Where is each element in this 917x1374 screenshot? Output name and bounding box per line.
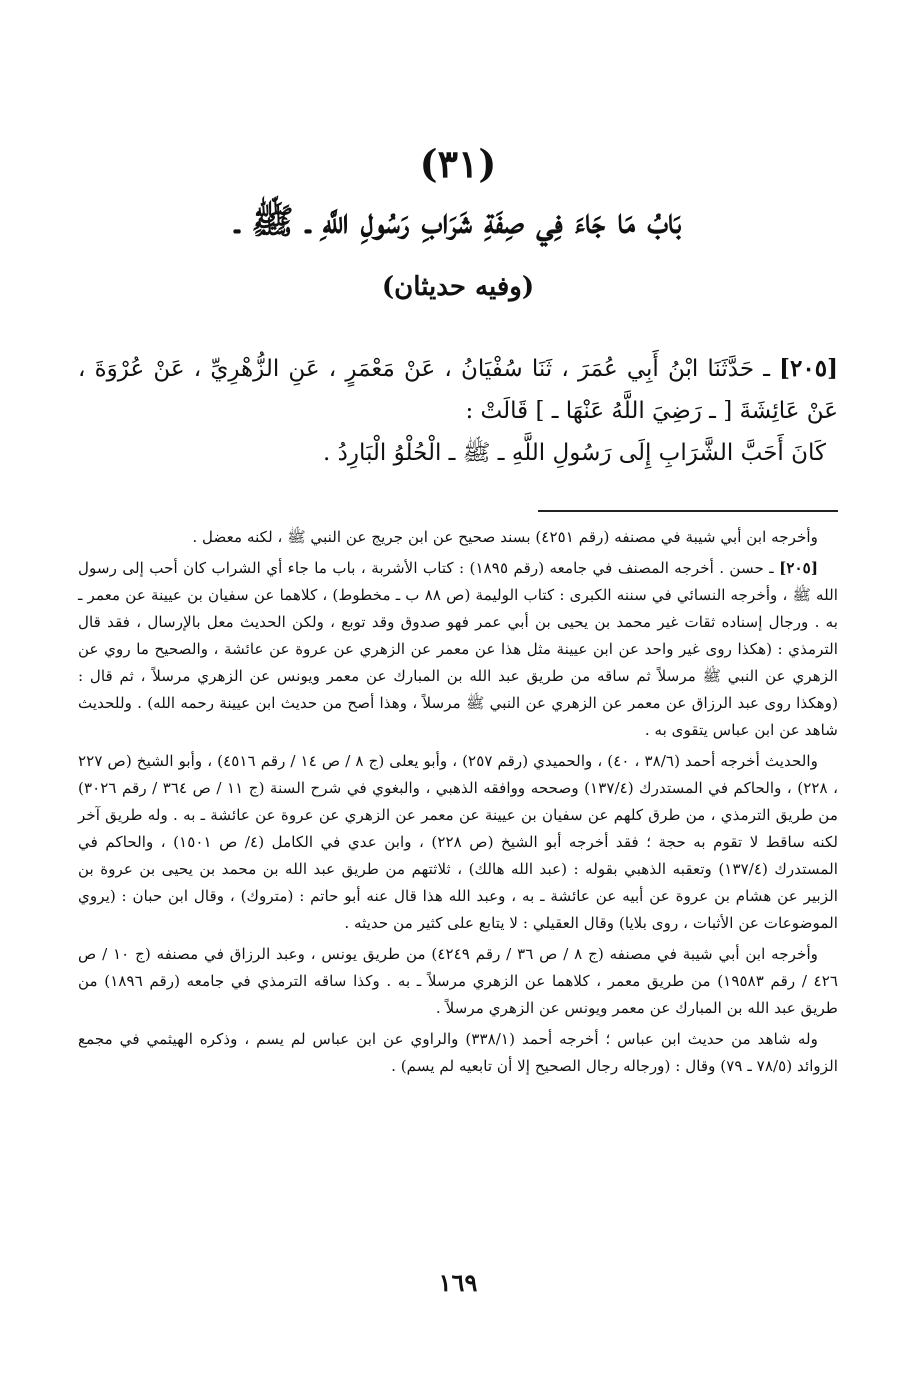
footnote-paragraph-4: وله شاهد من حديث ابن عباس ؛ أخرجه أحمد (٣٣٨/١) والراوي عن ابن عباس لم يسم ، وذكره الهيثمي في مجمع الزوائد (٧٨/٥ ـ ٧٩) وقال : (ورجاله رجال الصحيح إلا أن تابعيه لم يسم) . [78, 1030, 838, 1075]
hadith-number: [٢٠٥] [779, 355, 838, 382]
footnote-takhrij-number: [٢٠٥] [779, 559, 819, 577]
footnote-takhrij [78, 555, 838, 744]
hadith-matn: كَانَ أَحَبَّ الشَّرَابِ إِلَى رَسُولِ اللَّهِ ـ ﷺ ـ الْحُلْوُ الْبَارِدُ . [322, 440, 826, 466]
footnote-carryover: وأخرجه ابن أبي شيبة في مصنفه (رقم ٤٢٥١) بسند صحيح عن ابن جريج عن النبي ﷺ ، لكنه معضل . [192, 528, 818, 546]
hadith-isnad: ـ حَدَّثَنَا ابْنُ أَبِي عُمَرَ ، ثَنَا سُفْيَانُ ، عَنْ مَعْمَرٍ ، عَنِ الزُّهْرِيِّ ، عَنْ عُرْوَةَ ، عَنْ عَائِشَةَ [ ـ رَضِيَ اللَّهُ عَنْهَا ـ ] قَالَتْ : [78, 356, 838, 424]
footnote-paragraph-2: والحديث أخرجه أحمد (٣٨/٦ ، ٤٠) ، والحميدي (رقم ٢٥٧) ، وأبو يعلى (ج ٨ / ص ١٤ / رقم ٤٥١٦) ، وأبو الشيخ (ص ٢٢٧ ، ٢٢٨) ، والحاكم في المستدرك (١٣٧/٤) وصححه ووافقه الذهبي ، والبغوي في شرح السنة (ج ١١ / ص ٣٦٤ / رقم ٣٠٢٦) من طريق الترمذي ، من طرق كلهم عن سفيان بن عيينة عن معمر عن الزهري عن عروة عن عائشة ـ به . وله طريق آخر لكنه ساقط لا تقوم به حجة ؛ فقد أخرجه أبو الشيخ (ص ٢٢٨) ، وابن عدي في الكامل (٤/ ص ١٥٠١) ، والحاكم في المستدرك (١٣٧/٤) وتعقبه الذهبي بقوله : (عبد الله هالك) ، ثلاثتهم من طريق عبد الله بن محمد بن يحيى بن عروة بن الزبير عن هشام بن عروة عن أبيه عن عائشة ـ به ، وعبد الله هذا قال عنه أبو حاتم : (متروك) ، وقال ابن حبان : (يروي الموضوعات عن الأثبات ، روى بلايا) وقال العقيلي : لا يتابع على كثير من حديثه . [78, 752, 839, 932]
footnote-takhrij-text: ـ حسن . أخرجه المصنف في جامعه (رقم ١٨٩٥) : كتاب الأشربة ، باب ما جاء أي الشراب كان أحب إلى رسول الله ﷺ ، وأخرجه النسائي في سننه الكبرى : كتاب الوليمة (ص ٨٨ ب ـ مخطوط) ، كلاهما عن سفيان بن عيينة عن معمر ـ به . ورجال إسناده ثقات غير محمد بن يحيى بن أبي عمر فهو صدوق وقد توبع ، ولكن الحديث معل بالإرسال ، فقد قال الترمذي : (هكذا روى غير واحد عن ابن عيينة مثل هذا عن معمر عن الزهري عن عروة عن عائشة ، والصحيح ما روي عن الزهري عن النبي ﷺ مرسلاً ثم ساقه من طريق عبد الله بن المبارك عن معمر ويونس عن الزهري مرسلاً ، ثم قال : (وهكذا روى عبد الرزاق عن معمر عن الزهري عن النبي ﷺ مرسلاً ، وهذا أصح من حديث ابن عيينة رحمه الله) . وللحديث شاهد عن ابن عباس يتقوى به . [78, 559, 838, 739]
footnote-paragraph-3: وأخرجه ابن أبي شيبة في مصنفه (ج ٨ / ص ٣٦ / رقم ٤٢٤٩) من طريق يونس ، وعبد الرزاق في مصنفه (ج ١٠ / ص ٤٢٦ / رقم ١٩٥٨٣) من طريق معمر ، كلاهما عن الزهري مرسلاً ـ به . وكذا ساقه الترمذي في جامعه (رقم ١٨٩٦) من طريق عبد الله بن المبارك عن معمر ويونس عن الزهري مرسلاً . [78, 945, 839, 1017]
book-page [78, 0, 838, 1374]
chapter-title: بَابُ مَا جَاءَ فِي صِفَةِ شَرَابِ رَسُولِ اللَّهِ ـ ﷺ ـ [234, 201, 682, 242]
hadith-text [78, 348, 838, 474]
chapter-number: (٣١) [419, 141, 497, 186]
footnotes [78, 524, 838, 1084]
page-number: ١٦٩ [438, 1268, 478, 1297]
footnote-divider [538, 510, 838, 512]
chapter-subtitle: (وفيه حديثان) [381, 272, 535, 302]
